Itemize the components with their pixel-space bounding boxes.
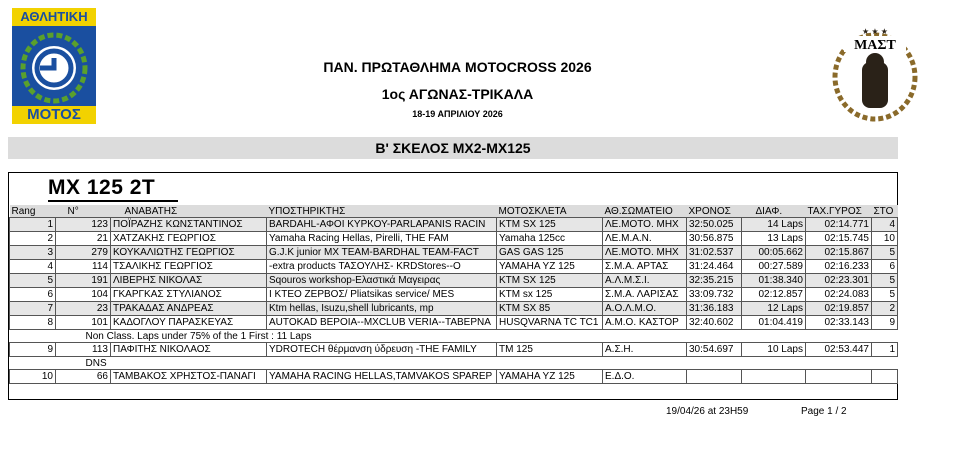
cell-sponsor: AUTOKAD ΒΕΡΟΙΑ--MXCLUB VERIA--TABEPNA bbox=[267, 316, 497, 330]
cell-sponsor: Sqouros workshop-Ελαστικά Μαγειρας bbox=[267, 274, 497, 288]
cell-lap: 9 bbox=[872, 316, 898, 330]
col-rider: ΑΝΑΒΑΤΗΣ bbox=[111, 205, 267, 218]
cell-lap: 5 bbox=[872, 246, 898, 260]
cell-gap: 12 Laps bbox=[742, 302, 806, 316]
cell-num: 123 bbox=[56, 218, 111, 232]
event-subtitle: 1ος ΑΓΩΝΑΣ-ΤΡΙΚΑΛΑ bbox=[381, 86, 534, 102]
cell-gap: 01:38.340 bbox=[742, 274, 806, 288]
cell-rider: ΓΚΑΡΓΚΑΣ ΣΤΥΛΙΑΝΟΣ bbox=[111, 288, 267, 302]
cell-rider: ΤΑΜΒΑΚΟΣ ΧΡΗΣΤΟΣ-ΠΑΝΑΓΙ bbox=[111, 370, 267, 384]
cell-best: 02:15.867 bbox=[806, 246, 872, 260]
cell-best: 02:23.301 bbox=[806, 274, 872, 288]
cell-best: 02:16.233 bbox=[806, 260, 872, 274]
table-row bbox=[10, 246, 898, 260]
cell-rank: 2 bbox=[10, 232, 56, 246]
table-note: DNS bbox=[56, 357, 898, 370]
cell-time: 33:09.732 bbox=[687, 288, 742, 302]
cell-lap: 1 bbox=[872, 343, 898, 357]
cell-time bbox=[687, 370, 742, 384]
table-note-row bbox=[10, 330, 898, 343]
cell-bike: Yamaha 125cc bbox=[497, 232, 603, 246]
cell-bike: YAMAHA YZ 125 bbox=[497, 260, 603, 274]
results-table bbox=[9, 205, 898, 384]
cell-time: 30:54.697 bbox=[687, 343, 742, 357]
cell-rank: 9 bbox=[10, 343, 56, 357]
event-dates: 18-19 ΑΠΡΙΛΙΟΥ 2026 bbox=[412, 109, 503, 119]
table-row bbox=[10, 288, 898, 302]
race-bar-label: Β' ΣΚΕΛΟΣ MX2-MX125 bbox=[375, 140, 531, 156]
cell-rank: 8 bbox=[10, 316, 56, 330]
cell-rider: ΛΙΒΕΡΗΣ ΝΙΚΟΛΑΣ bbox=[111, 274, 267, 288]
col-number: N° bbox=[56, 205, 111, 218]
cell-rank: 5 bbox=[10, 274, 56, 288]
cell-num: 21 bbox=[56, 232, 111, 246]
cell-num: 191 bbox=[56, 274, 111, 288]
cell-best: 02:33.143 bbox=[806, 316, 872, 330]
cell-club: Α.Λ.Μ.Σ.Ι. bbox=[603, 274, 687, 288]
cell-club: Σ.Μ.Α. ΑΡΤΑΣ bbox=[603, 260, 687, 274]
cell-time: 31:24.464 bbox=[687, 260, 742, 274]
cell-lap bbox=[872, 370, 898, 384]
cell-sponsor: YDROTECH θέρμανση ύδρευση -THE FAMILY bbox=[267, 343, 497, 357]
table-row bbox=[10, 232, 898, 246]
cell-club: ΛΕ.Μ.Α.Ν. bbox=[603, 232, 687, 246]
cell-club: ΛΕ.ΜΟΤΟ. ΜΗΧ bbox=[603, 246, 687, 260]
cell-num: 113 bbox=[56, 343, 111, 357]
cell-best: 02:15.745 bbox=[806, 232, 872, 246]
table-row bbox=[10, 218, 898, 232]
table-row bbox=[10, 343, 898, 357]
cell-rank: 4 bbox=[10, 260, 56, 274]
cell-gap: 10 Laps bbox=[742, 343, 806, 357]
table-note-row bbox=[10, 357, 898, 370]
cell-best: 02:14.771 bbox=[806, 218, 872, 232]
col-bike: ΜΟΤΟΣΚΛΕΤΑ bbox=[497, 205, 603, 218]
cell-sponsor: G.J.K junior MX TEAM-BARDHAL TEAM-FACT bbox=[267, 246, 497, 260]
cell-bike: KTM SX 125 bbox=[497, 274, 603, 288]
cell-num: 104 bbox=[56, 288, 111, 302]
category-title: MX 125 2T bbox=[48, 176, 156, 199]
note-spacer bbox=[10, 357, 56, 370]
cell-bike: YAMAHA YZ 125 bbox=[497, 370, 603, 384]
category-underline bbox=[48, 200, 178, 202]
col-lap: ΣΤΟ bbox=[872, 205, 898, 218]
footer-page: Page 1 / 2 bbox=[801, 406, 847, 417]
cell-sponsor: -extra products ΤΑΣΟΥΛΗΣ- KRDStores--O bbox=[267, 260, 497, 274]
cell-sponsor: Ι ΚΤΕΟ ΖΕΡΒΟΣ/ Pliatsikas service/ MES bbox=[267, 288, 497, 302]
col-sponsor: ΥΠΟΣΤΗΡΙΚΤΗΣ bbox=[267, 205, 497, 218]
cell-rank: 1 bbox=[10, 218, 56, 232]
cell-time: 32:40.602 bbox=[687, 316, 742, 330]
cell-time: 31:36.183 bbox=[687, 302, 742, 316]
cell-rank: 10 bbox=[10, 370, 56, 384]
table-row bbox=[10, 302, 898, 316]
cell-gap: 01:04.419 bbox=[742, 316, 806, 330]
mast-logo-text: ΜΑΣΤ bbox=[854, 38, 896, 53]
table-header-row bbox=[10, 205, 898, 218]
cell-num: 279 bbox=[56, 246, 111, 260]
table-row bbox=[10, 316, 898, 330]
cell-gap: 02:12.857 bbox=[742, 288, 806, 302]
table-row bbox=[10, 370, 898, 384]
cell-rider: ΤΣΑΛΙΚΗΣ ΓΕΩΡΓΙΟΣ bbox=[111, 260, 267, 274]
cell-time: 31:02.537 bbox=[687, 246, 742, 260]
cell-best: 02:53.447 bbox=[806, 343, 872, 357]
col-time: ΧΡΟΝΟΣ bbox=[687, 205, 742, 218]
cell-bike: KTM SX 125 bbox=[497, 218, 603, 232]
championship-title: ΠΑΝ. ΠΡΩΤΑΘΛΗΜΑ MOTOCROSS 2026 bbox=[323, 59, 592, 75]
cell-lap: 6 bbox=[872, 260, 898, 274]
cell-time: 32:50.025 bbox=[687, 218, 742, 232]
cell-rider: ΚΟΥΚΑΛΙΩΤΗΣ ΓΕΩΡΓΙΟΣ bbox=[111, 246, 267, 260]
cell-time: 30:56.875 bbox=[687, 232, 742, 246]
cell-bike: KTM sx 125 bbox=[497, 288, 603, 302]
cell-lap: 5 bbox=[872, 274, 898, 288]
cell-rider: ΠΑΦΙΤΗΣ ΝΙΚΟΛΑΟΣ bbox=[111, 343, 267, 357]
table-note: Non Class. Laps under 75% of the 1 First : 11 Laps bbox=[56, 330, 898, 343]
cell-num: 66 bbox=[56, 370, 111, 384]
cell-club: Ε.Δ.Ο. bbox=[603, 370, 687, 384]
cell-rider: ΚΑΔΟΓΛΟΥ ΠΑΡΑΣΚΕΥΑΣ bbox=[111, 316, 267, 330]
cell-lap: 5 bbox=[872, 288, 898, 302]
col-gap: ΔΙΑΦ. bbox=[742, 205, 806, 218]
cell-num: 101 bbox=[56, 316, 111, 330]
cell-num: 23 bbox=[56, 302, 111, 316]
cell-rider: ΠΟΪΡΑΖΗΣ ΚΩΝΣΤΑΝΤΙΝΟΣ bbox=[111, 218, 267, 232]
cell-best: 02:19.857 bbox=[806, 302, 872, 316]
cell-sponsor: BARDAHL-ΑΦΟΙ ΚΥΡΚΟΥ-PARLAPANIS RACIN bbox=[267, 218, 497, 232]
cell-rider: ΧΑΤΖΑΚΗΣ ΓΕΩΡΓΙΟΣ bbox=[111, 232, 267, 246]
cell-time: 32:35.215 bbox=[687, 274, 742, 288]
cell-bike: HUSQVARNA TC TC1 bbox=[497, 316, 603, 330]
cell-sponsor: YAMAHA RACING HELLAS,TAMVAKOS SPAREP bbox=[267, 370, 497, 384]
cell-rank: 6 bbox=[10, 288, 56, 302]
col-club: ΑΘ.ΣΩΜΑΤΕΙΟ bbox=[603, 205, 687, 218]
cell-gap: 00:05.662 bbox=[742, 246, 806, 260]
note-spacer bbox=[10, 330, 56, 343]
table-row bbox=[10, 274, 898, 288]
cell-rank: 3 bbox=[10, 246, 56, 260]
cell-gap: 00:27.589 bbox=[742, 260, 806, 274]
cell-club: Α.Ο.Λ.Μ.Ο. bbox=[603, 302, 687, 316]
cell-num: 114 bbox=[56, 260, 111, 274]
cell-sponsor: Yamaha Racing Hellas, Pirelli, THE FAM bbox=[267, 232, 497, 246]
cell-lap: 10 bbox=[872, 232, 898, 246]
col-best-lap: ΤΑΧ.ΓΥΡΟΣ bbox=[806, 205, 872, 218]
cell-bike: GAS GAS 125 bbox=[497, 246, 603, 260]
cell-best: 02:24.083 bbox=[806, 288, 872, 302]
cell-gap: 13 Laps bbox=[742, 232, 806, 246]
cell-bike: KTM SX 85 bbox=[497, 302, 603, 316]
cell-club: Σ.Μ.Α. ΛΑΡΙΣΑΣ bbox=[603, 288, 687, 302]
cell-rank: 7 bbox=[10, 302, 56, 316]
cell-best bbox=[806, 370, 872, 384]
cell-club: Α.Σ.Η. bbox=[603, 343, 687, 357]
cell-gap bbox=[742, 370, 806, 384]
cell-sponsor: Ktm hellas, Isuzu,shell lubricants, mp bbox=[267, 302, 497, 316]
cell-club: Α.Μ.Ο. ΚΑΣΤΟΡ bbox=[603, 316, 687, 330]
table-row bbox=[10, 260, 898, 274]
cell-lap: 2 bbox=[872, 302, 898, 316]
col-rank: Rang bbox=[10, 205, 56, 218]
svg-text:★ ★ ★: ★ ★ ★ bbox=[862, 27, 888, 36]
cell-rider: ΤΡΑΚΑΔΑΣ ΑΝΔΡΕΑΣ bbox=[111, 302, 267, 316]
footer-date: 19/04/26 at 23H59 bbox=[666, 406, 749, 417]
logo-top-text: ΑΘΛΗΤΙΚΗ bbox=[12, 8, 96, 26]
cell-club: ΛΕ.ΜΟΤΟ. ΜΗΧ bbox=[603, 218, 687, 232]
cell-lap: 4 bbox=[872, 218, 898, 232]
cell-gap: 14 Laps bbox=[742, 218, 806, 232]
logo-bottom-text: ΜΟΤΟΣ bbox=[12, 106, 96, 124]
cell-bike: TM 125 bbox=[497, 343, 603, 357]
race-bar bbox=[8, 137, 898, 159]
